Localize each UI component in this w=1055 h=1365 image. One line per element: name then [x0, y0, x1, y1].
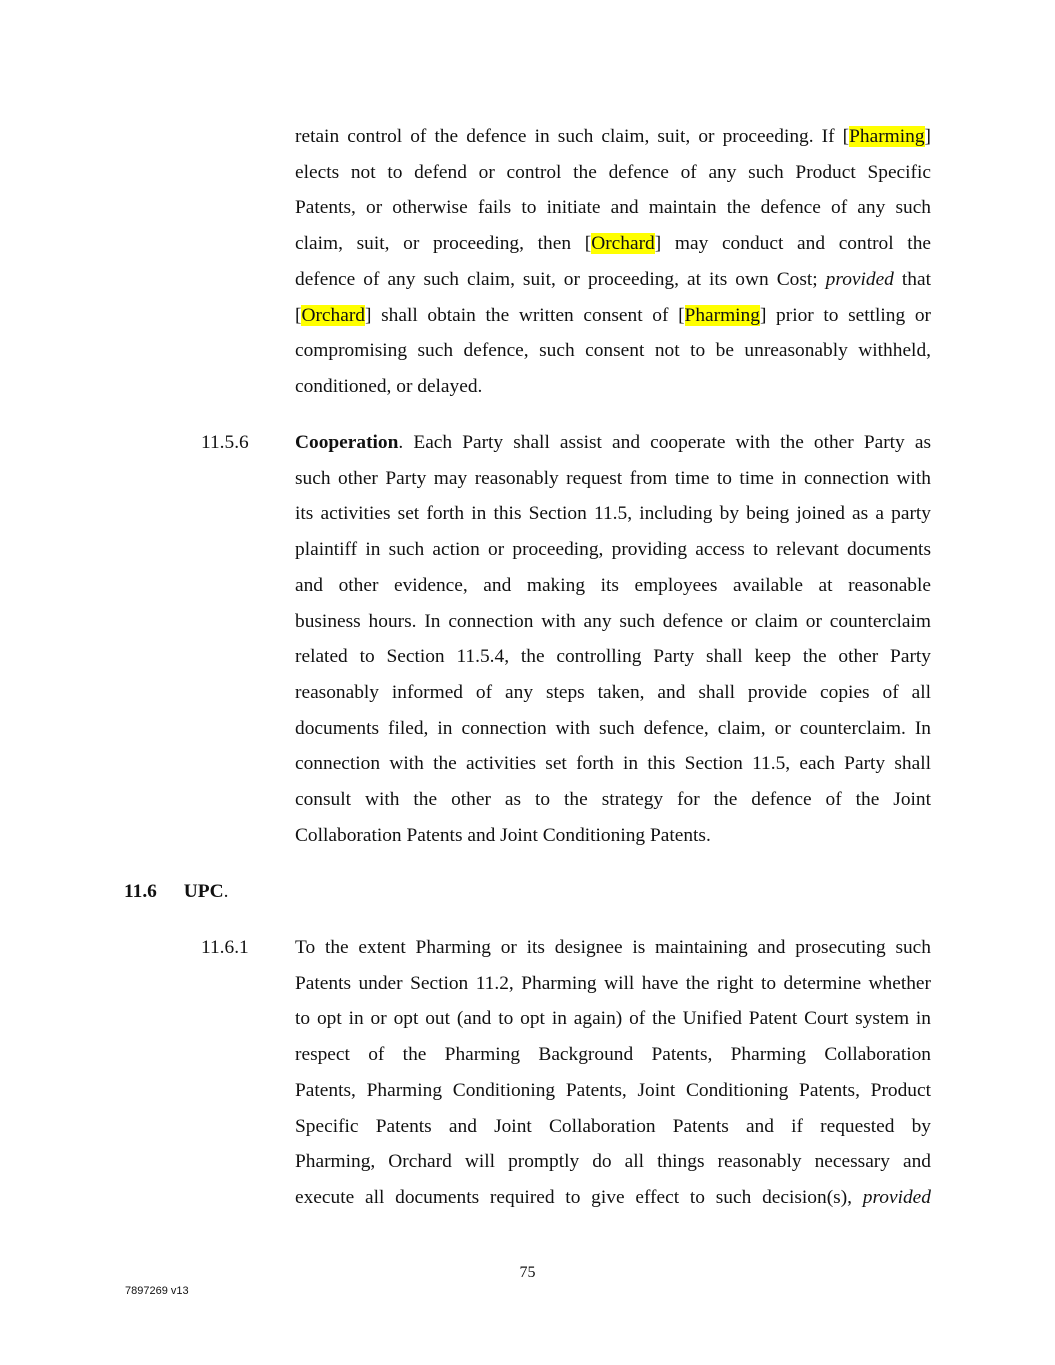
text-line — [295, 746, 931, 782]
section-11-5-6-paragraph — [295, 425, 931, 853]
text-run: that — [893, 268, 931, 290]
text-run: business hours. In connection with any such defence or claim or counterclaim — [295, 610, 931, 632]
text-line — [295, 1144, 931, 1180]
text-run: ] may conduct and control the — [654, 233, 931, 255]
continuation-paragraph — [295, 119, 931, 405]
section-title-suffix: . — [223, 881, 229, 902]
text-line — [295, 1001, 931, 1037]
document-reference: 7897269 v13 — [125, 1285, 189, 1297]
text-run: documents filed, in connection with such defence, claim, or counterclaim. In — [295, 717, 931, 739]
text-run: Pharming, Orchard will promptly do all things reasonably necessary and — [295, 1151, 931, 1173]
text-run: Patents, or otherwise fails to initiate and maintain the defence of any such — [295, 197, 931, 219]
section-title-upc: UPC — [183, 881, 224, 902]
text-line — [295, 1073, 931, 1109]
text-line — [295, 675, 931, 711]
text-line — [295, 496, 931, 532]
text-run: ] shall obtain the written consent of [ — [365, 304, 685, 326]
text-line — [295, 298, 931, 334]
text-line — [295, 604, 931, 640]
text-line — [295, 1109, 931, 1145]
highlighted-party-name: Pharming — [684, 304, 760, 326]
section-number-11-6: 11.6 — [124, 881, 157, 902]
text-line — [295, 1037, 931, 1073]
text-run: Patents, Pharming Conditioning Patents, Joint Conditioning Patents, Product — [295, 1079, 931, 1101]
text-line — [295, 782, 931, 818]
text-run: Collaboration Patents and Joint Conditioning Patents. — [295, 824, 711, 846]
page-number: 75 — [519, 1264, 536, 1281]
section-number-11-5-6: 11.5.6 — [201, 432, 249, 453]
text-line — [295, 155, 931, 191]
text-run: To the extent Pharming or its designee is maintaining and prosecuting such — [295, 937, 931, 958]
section-heading-11-6 — [124, 874, 228, 910]
text-run: execute all documents required to give effect to such decision(s), — [295, 1186, 863, 1208]
text-run: Patents under Section 11.2, Pharming will have the right to determine whether — [295, 972, 931, 994]
bold-term: Cooperation — [295, 432, 399, 453]
text-run: consult with the other as to the strategy for the defence of the Joint — [295, 789, 931, 811]
text-line — [295, 369, 931, 405]
highlighted-party-name: Pharming — [849, 126, 925, 147]
text-run: . Each Party shall assist and cooperate with the other Party as — [398, 432, 931, 453]
text-run: such other Party may reasonably request from time to time in connection with — [295, 467, 931, 489]
text-run: elects not to defend or control the defence of any such Product Specific — [295, 161, 931, 183]
text-run: plaintiff in such action or proceeding, providing access to relevant documents — [295, 539, 931, 561]
text-line — [295, 639, 931, 675]
text-line — [295, 930, 931, 966]
text-line — [295, 461, 931, 497]
text-line — [295, 966, 931, 1002]
text-line — [295, 818, 931, 854]
text-line — [295, 262, 931, 298]
text-run: related to Section 11.5.4, the controlling Party shall keep the other Party — [295, 646, 931, 668]
text-line — [295, 568, 931, 604]
text-run: compromising such defence, such consent not to be unreasonably withheld, — [295, 340, 931, 362]
text-run: connection with the activities set forth in this Section 11.5, each Party shall — [295, 753, 931, 775]
text-line — [295, 190, 931, 226]
text-line — [295, 333, 931, 369]
italic-term: provided — [862, 1186, 931, 1208]
text-line — [295, 119, 931, 155]
text-line — [295, 1180, 931, 1216]
text-run: ] — [924, 126, 931, 147]
text-line — [295, 425, 931, 461]
text-run: its activities set forth in this Section 11.5, including by being joined as a party — [295, 503, 931, 525]
text-run: respect of the Pharming Background Patents, Pharming Collaboration — [295, 1044, 931, 1066]
section-11-6-1-paragraph — [295, 930, 931, 1216]
text-line — [295, 226, 931, 262]
text-line — [295, 711, 931, 747]
text-line — [295, 532, 931, 568]
highlighted-party-name: Orchard — [591, 233, 655, 255]
text-run: [ — [295, 304, 302, 326]
italic-term: provided — [825, 268, 894, 290]
text-run: to opt in or opt out (and to opt in again) of the Unified Patent Court system in — [295, 1008, 931, 1030]
text-run: conditioned, or delayed. — [295, 375, 483, 397]
text-run: defence of any such claim, suit, or proceeding, at its own Cost; — [295, 268, 826, 290]
section-number-11-6-1: 11.6.1 — [201, 937, 249, 958]
text-run: Specific Patents and Joint Collaboration Patents and if requested by — [295, 1115, 931, 1137]
highlighted-party-name: Orchard — [301, 304, 365, 326]
text-run: ] prior to settling or — [759, 304, 931, 326]
text-run: retain control of the defence in such claim, suit, or proceeding. If [ — [295, 126, 850, 147]
text-run: reasonably informed of any steps taken, and shall provide copies of all — [295, 681, 931, 703]
text-run: and other evidence, and making its employees available at reasonable — [295, 574, 931, 596]
text-run: claim, suit, or proceeding, then [ — [295, 233, 592, 255]
